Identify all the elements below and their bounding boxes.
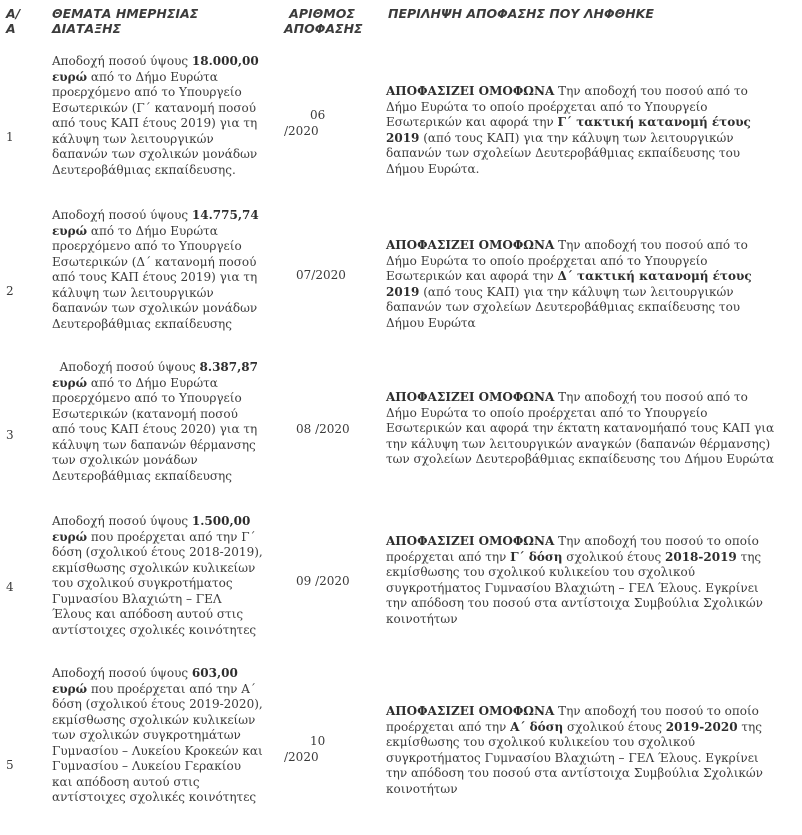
row-2-decision: 07/2020 bbox=[296, 268, 346, 282]
row-5-decision-b: /2020 bbox=[284, 750, 319, 764]
row-5-summary bbox=[386, 704, 782, 797]
row-4-summary-bold3: 2018-2019 bbox=[665, 549, 737, 564]
row-5-summary-end: της εκμίσθωσης του σχολικού κυλικείου του σχολικού συγκροτήματος Γυμνασίου Βλαχιώτη – ΓΕΛ Έλους. Εγκρίνει την απόδοση του ποσού στα αντίστοιχα Συμβούλια Σχολικών κοινοτήτων bbox=[386, 719, 763, 796]
row-1-topic-amount: 18.000,00 ευρώ bbox=[52, 54, 259, 84]
header-decision-no bbox=[284, 6, 363, 36]
row-3-topic-amount: 8.387,87 ευρώ bbox=[52, 360, 263, 390]
header-aa-line2: Α bbox=[6, 21, 16, 36]
header-summary-text: ΠΕΡΙΛΗΨΗ ΑΠΟΦΑΣΗΣ ΠΟΥ ΛΗΦΘΗΚΕ bbox=[388, 6, 654, 21]
row-3-topic-post: από το Δήμο Ευρώτα προερχόμενο από το Υπουργείο Εσωτερικών (κατανομή ποσού από τους ΚΑΠ έτους 2020) για τη κάλυψη των δαπανών θέρμανσης των σχολικών μονάδων Δευτεροβάθμιας εκπαίδευσης bbox=[52, 375, 262, 483]
row-3-aa: 3 bbox=[6, 428, 14, 442]
row-1-topic-pre: Αποδοχή ποσού ύψους bbox=[52, 54, 192, 68]
header-topics bbox=[52, 6, 198, 36]
row-1-topic-post: από το Δήμο Ευρώτα προερχόμενο από το Υπουργείο Εσωτερικών (Γ΄ κατανομή ποσού από τους ΚΑΠ έτους 2019) για τη κάλυψη των λειτουργικών δαπανών των σχολικών μονάδων Δευτεροβάθμιας εκπαίδευσης. bbox=[52, 69, 258, 177]
row-5-topic-pre: Αποδοχή ποσού ύψους bbox=[52, 666, 192, 680]
row-4-topic-pre: Αποδοχή ποσού ύψους bbox=[52, 514, 192, 528]
row-1-summary-mid1: Την αποδοχή του ποσού από το Δήμο Ευρώτα το οποίο προέρχεται από το Υπουργείο Εσωτερικών και αφορά την bbox=[386, 84, 748, 129]
row-1-decision-a: 06 bbox=[310, 108, 326, 122]
row-2-aa: 2 bbox=[6, 284, 14, 298]
row-4-summary-bold1: ΑΠΟΦΑΣΙΖΕΙ ΟΜΟΦΩΝΑ bbox=[386, 534, 555, 548]
header-decision-no-line2: ΑΠΟΦΑΣΗΣ bbox=[284, 21, 363, 36]
row-1-summary-bold1: ΑΠΟΦΑΣΙΖΕΙ ΟΜΟΦΩΝΑ bbox=[386, 84, 555, 98]
row-3-summary-bold1: ΑΠΟΦΑΣΙΖΕΙ ΟΜΟΦΩΝΑ bbox=[386, 390, 555, 404]
header-aa bbox=[6, 6, 20, 36]
row-5-topic-post: που προέρχεται από την Α΄ δόση (σχολικού έτους 2019-2020), εκμίσθωσης σχολικών κυλικείων των σχολικών συγκροτημάτων Γυμνασίου – Λυκείου Κροκεών και Γυμνασίου – Λυκείου Γερακίου και απόδοση αυτού στις αντίστοιχες σχολικές κοινότητες bbox=[52, 681, 263, 804]
row-1-summary-end: (από τους ΚΑΠ) για την κάλυψη των λειτουργικών δαπανών των σχολείων Δευτεροβάθμιας εκπαίδευσης του Δήμου Ευρώτα. bbox=[386, 130, 741, 176]
row-2-summary bbox=[386, 238, 782, 331]
row-4-decision: 09 /2020 bbox=[296, 574, 350, 588]
row-3-summary bbox=[386, 390, 782, 468]
row-4-summary-mid2: σχολικού έτους bbox=[562, 549, 665, 564]
row-1-summary-bold2: Γ΄ τακτική κατανομή έτους 2019 bbox=[386, 115, 751, 145]
row-5-aa: 5 bbox=[6, 758, 14, 772]
row-5-decision-a: 10 bbox=[310, 734, 326, 748]
row-4-topic-amount: 1.500,00 ευρώ bbox=[52, 514, 251, 544]
row-2-summary-bold1: ΑΠΟΦΑΣΙΖΕΙ ΟΜΟΦΩΝΑ bbox=[386, 238, 555, 252]
row-3-topic-pre: Αποδοχή ποσού ύψους bbox=[52, 360, 200, 374]
row-4-topic-post: που προέρχεται από την Γ΄ δόση (σχολικού έτους 2018-2019), εκμίσθωσης σχολικών κυλικείων του σχολικού συγκροτήματος Γυμνασίου Βλαχιώτη – ΓΕΛ Έλους και απόδοση αυτού στις αντίστοιχες σχολικές κοινότητες bbox=[52, 529, 263, 637]
row-5-summary-bold1: ΑΠΟΦΑΣΙΖΕΙ ΟΜΟΦΩΝΑ bbox=[386, 704, 555, 718]
row-5-topic bbox=[52, 666, 264, 806]
row-4-summary bbox=[386, 534, 782, 627]
row-4-summary-end: της εκμίσθωσης του σχολικού κυλικείου του σχολικού συγκροτήματος Γυμνασίου Βλαχιώτη – ΓΕΛ Έλους. Εγκρίνει την απόδοση του ποσού στα αντίστοιχα Συμβούλια Σχολικών κοινοτήτων bbox=[386, 549, 763, 626]
row-1-decision-b: /2020 bbox=[284, 124, 319, 138]
row-5-summary-mid2: σχολικού έτους bbox=[563, 719, 666, 734]
header-decision-no-line1: ΑΡΙΘΜΟΣ bbox=[289, 6, 355, 21]
header-summary bbox=[388, 6, 654, 21]
row-4-aa: 4 bbox=[6, 580, 14, 594]
row-2-topic bbox=[52, 208, 264, 332]
header-topics-line1: ΘΕΜΑΤΑ ΗΜΕΡΗΣΙΑΣ bbox=[52, 6, 199, 21]
row-4-topic bbox=[52, 514, 264, 638]
row-5-summary-mid1: Την αποδοχή του ποσού το οποίο προέρχεται από την bbox=[386, 704, 759, 734]
row-2-summary-bold2: Δ΄ τακτική κατανομή έτους 2019 bbox=[386, 269, 752, 299]
row-3-summary-end: Την αποδοχή του ποσού από το Δήμο Ευρώτα το οποίο προέρχεται από το Υπουργείο Εσωτερικών και αφορά την έκτατη κατανομήαπό τους ΚΑΠ για την κάλυψη των λειτουργικών αναγκών (δαπανών θέρμανσης) των σχολείων Δευτεροβάθμιας εκπαίδευσης του Δήμου Ευρώτα bbox=[386, 390, 775, 466]
row-2-topic-pre: Αποδοχή ποσού ύψους bbox=[52, 208, 192, 222]
row-2-topic-amount: 14.775,74 ευρώ bbox=[52, 208, 259, 238]
row-1-summary bbox=[386, 84, 782, 177]
header-topics-line2: ΔΙΑΤΑΞΗΣ bbox=[52, 21, 122, 36]
row-2-summary-mid1: Την αποδοχή του ποσού από το Δήμο Ευρώτα το οποίο προέρχεται από το Υπουργείο Εσωτερικών και αφορά την bbox=[386, 238, 748, 283]
row-1-aa: 1 bbox=[6, 130, 14, 144]
row-3-decision: 08 /2020 bbox=[296, 422, 350, 436]
row-4-summary-mid1: Την αποδοχή του ποσού το οποίο προέρχεται από την bbox=[386, 534, 759, 564]
row-2-summary-end: (από τους ΚΑΠ) για την κάλυψη των λειτουργικών δαπανών των σχολείων Δευτεροβάθμιας εκπαίδευσης του Δήμου Ευρώτα bbox=[386, 284, 741, 330]
row-4-summary-bold2: Γ΄ δόση bbox=[510, 549, 563, 564]
header-aa-line1: Α/ bbox=[6, 6, 21, 21]
row-1-topic bbox=[52, 54, 264, 178]
row-2-topic-post: από το Δήμο Ευρώτα προερχόμενο από το Υπουργείο Εσωτερικών (Δ΄ κατανομή ποσού από τους ΚΑΠ έτους 2019) για τη κάλυψη των λειτουργικών δαπανών των σχολικών μονάδων Δευτεροβάθμιας εκπαίδευσης bbox=[52, 223, 258, 331]
row-3-topic bbox=[52, 360, 264, 484]
row-5-summary-bold3: 2019-2020 bbox=[665, 719, 738, 734]
row-5-topic-amount: 603,00 ευρώ bbox=[52, 666, 238, 696]
row-5-summary-bold2: Α΄ δόση bbox=[510, 719, 564, 734]
